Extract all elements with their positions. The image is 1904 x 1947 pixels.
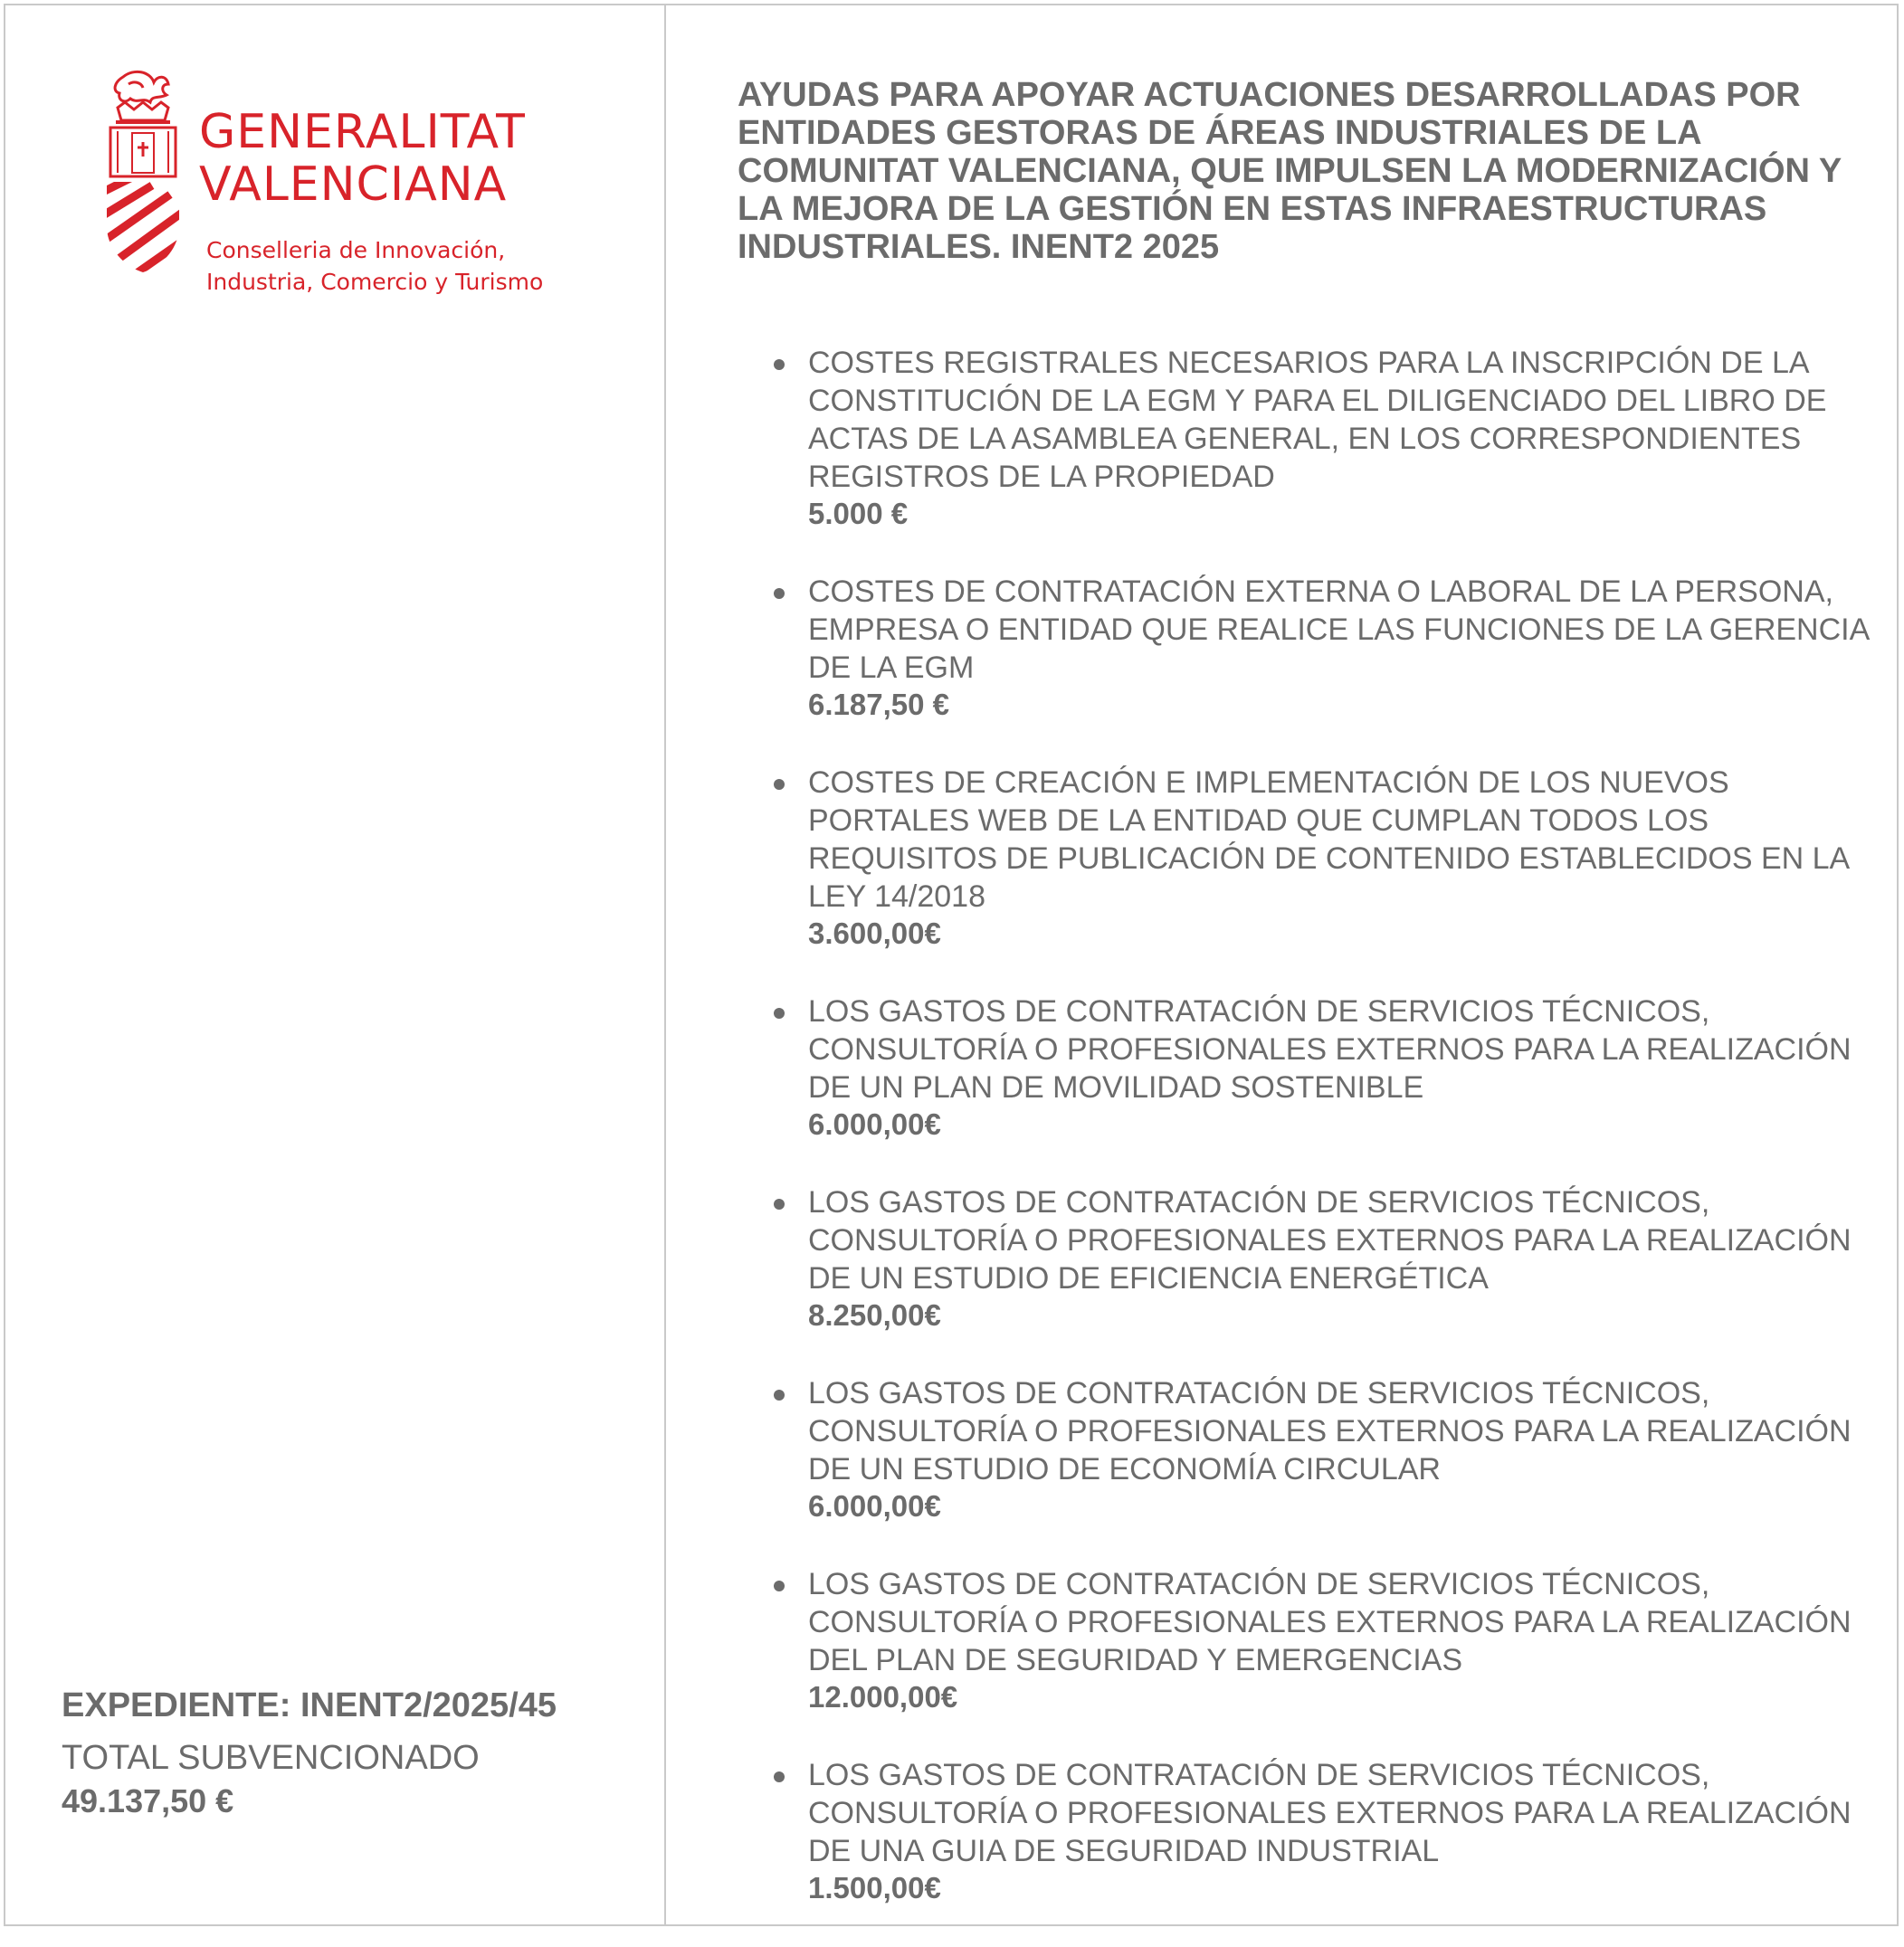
- list-item: [774, 992, 1882, 1143]
- logo-name-line2: VALENCIANA: [199, 157, 508, 212]
- item-amount: 5.000 €: [808, 497, 909, 530]
- item-description: LOS GASTOS DE CONTRATACIÓN DE SERVICIOS TÉCNICOS, CONSULTORÍA O PROFESIONALES EXTERNOS PARA LA REALIZACIÓN DE UN ESTUDIO DE EFICIENCIA ENERGÉTICA: [808, 1185, 1852, 1296]
- item-amount: 3.600,00€: [808, 917, 941, 950]
- bullet-icon: [774, 359, 785, 370]
- list-item: [774, 1374, 1882, 1524]
- item-amount: 8.250,00€: [808, 1298, 941, 1332]
- logo-dept-line2: Industria, Comercio y Turismo: [206, 269, 544, 295]
- item-description: COSTES REGISTRALES NECESARIOS PARA LA INSCRIPCIÓN DE LA CONSTITUCIÓN DE LA EGM Y PARA EL DILIGENCIADO DEL LIBRO DE ACTAS DE LA ASAMBLEA GENERAL, EN LOS CORRESPONDIENTES REGISTROS DE LA PROPIEDAD: [808, 346, 1827, 494]
- bullet-icon: [774, 779, 785, 790]
- item-description: LOS GASTOS DE CONTRATACIÓN DE SERVICIOS TÉCNICOS, CONSULTORÍA O PROFESIONALES EXTERNOS PARA LA REALIZACIÓN DEL PLAN DE SEGURIDAD Y EMERGENCIAS: [808, 1567, 1852, 1677]
- list-item: [774, 1756, 1882, 1906]
- column-divider: [664, 4, 666, 1926]
- item-amount: 6.000,00€: [808, 1107, 941, 1141]
- bullet-icon: [774, 1390, 785, 1401]
- cost-items-list: [774, 344, 1882, 1947]
- generalitat-logo: [98, 68, 586, 303]
- item-description: COSTES DE CREACIÓN E IMPLEMENTACIÓN DE LOS NUEVOS PORTALES WEB DE LA ENTIDAD QUE CUMPLAN TODOS LOS REQUISITOS DE PUBLICACIÓN DE CONTENIDO ESTABLECIDOS EN LA LEY 14/2018: [808, 765, 1849, 914]
- total-subvencionado-value: 49.137,50 €: [62, 1782, 234, 1819]
- item-description: COSTES DE CONTRATACIÓN EXTERNA O LABORAL DE LA PERSONA, EMPRESA O ENTIDAD QUE REALICE LAS FUNCIONES DE LA GERENCIA DE LA EGM: [808, 575, 1869, 685]
- logo-name-line1: GENERALITAT: [199, 105, 526, 159]
- item-description: LOS GASTOS DE CONTRATACIÓN DE SERVICIOS TÉCNICOS, CONSULTORÍA O PROFESIONALES EXTERNOS PARA LA REALIZACIÓN DE UNA GUIA DE SEGURIDAD INDUSTRIAL: [808, 1758, 1852, 1868]
- item-amount: 6.000,00€: [808, 1489, 941, 1523]
- expediente-label: EXPEDIENTE: INENT2/2025/45: [62, 1686, 557, 1724]
- logo-dept-line1: Conselleria de Innovación,: [206, 237, 506, 263]
- item-amount: 6.187,50 €: [808, 688, 949, 721]
- list-item: [774, 1565, 1882, 1715]
- logo-department: [206, 234, 543, 298]
- list-item: [774, 764, 1882, 952]
- crest-icon: [98, 68, 188, 276]
- item-description: LOS GASTOS DE CONTRATACIÓN DE SERVICIOS TÉCNICOS, CONSULTORÍA O PROFESIONALES EXTERNOS PARA LA REALIZACIÓN DE UN PLAN DE MOVILIDAD SOSTENIBLE: [808, 994, 1852, 1105]
- page-title: AYUDAS PARA APOYAR ACTUACIONES DESARROLLADAS POR ENTIDADES GESTORAS DE ÁREAS INDUSTRIALES DE LA COMUNITAT VALENCIANA, QUE IMPULSEN LA MODERNIZACIÓN Y LA MEJORA DE LA GESTIÓN EN ESTAS INFRAESTRUCTURAS INDUSTRIALES. INENT2 2025: [738, 76, 1842, 266]
- list-item: [774, 1183, 1882, 1334]
- list-item: [774, 573, 1882, 723]
- item-description: LOS GASTOS DE CONTRATACIÓN DE SERVICIOS TÉCNICOS, CONSULTORÍA O PROFESIONALES EXTERNOS PARA LA REALIZACIÓN DE UN ESTUDIO DE ECONOMÍA CIRCULAR: [808, 1376, 1852, 1486]
- total-subvencionado-label: TOTAL SUBVENCIONADO: [62, 1739, 480, 1777]
- item-amount: 12.000,00€: [808, 1680, 958, 1714]
- bullet-icon: [774, 1008, 785, 1019]
- list-item: [774, 344, 1882, 532]
- bullet-icon: [774, 1771, 785, 1782]
- bullet-icon: [774, 588, 785, 599]
- bullet-icon: [774, 1581, 785, 1591]
- logo-wordmark: [199, 106, 526, 211]
- bullet-icon: [774, 1199, 785, 1210]
- item-amount: 1.500,00€: [808, 1871, 941, 1904]
